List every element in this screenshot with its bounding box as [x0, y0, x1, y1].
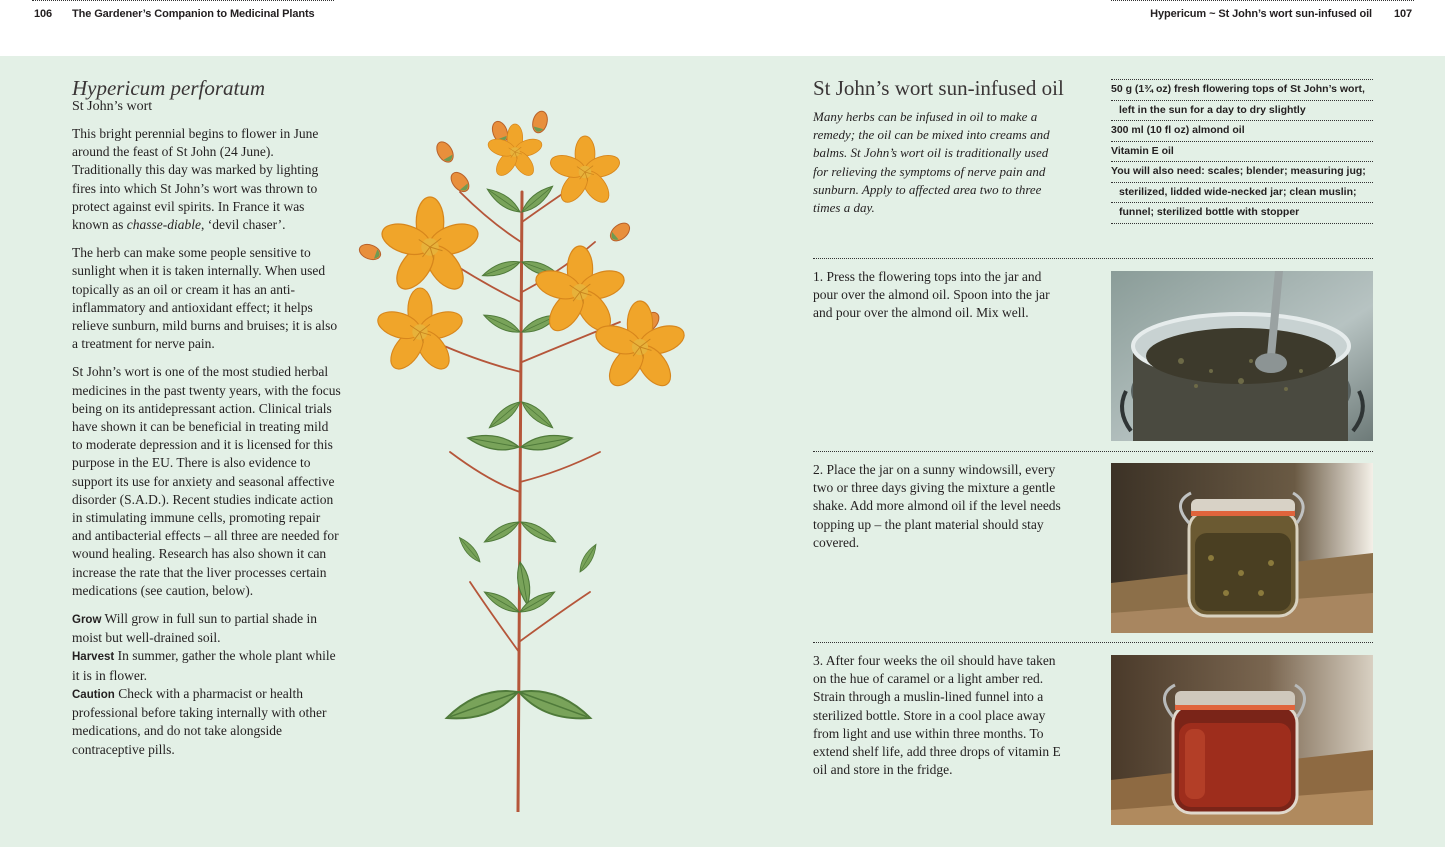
grow-label: Grow: [72, 614, 102, 627]
step-2-photo: [1111, 463, 1373, 633]
left-running-head: [32, 0, 334, 29]
ingredient-line: Vitamin E oil: [1111, 141, 1373, 162]
plant-description: [72, 125, 342, 759]
step-3-text: 3. After four weeks the oil should have taken on the hue of caramel or a light amber red. Strain through a muslin-lined funnel into a sterilized bottle. Store in a cool place away from light and use within three months. To extend shelf life, add three drops of vitamin E oil and store in the fridge.: [813, 653, 1061, 778]
step-divider: [813, 642, 1373, 643]
latin-name: Hypericum perforatum: [72, 76, 266, 100]
step-3-photo: [1111, 655, 1373, 825]
step-2-text: 2. Place the jar on a sunny windowsill, every two or three days giving the mixture a gentle shake. Add more almond oil if the level needs topping up – the plant material should stay covered.: [813, 462, 1061, 550]
right-running-head: [1111, 0, 1414, 29]
ingredient-line: You will also need: scales; blender; measuring jug;: [1111, 161, 1373, 182]
ingredient-line: sterilized, lidded wide-necked jar; clean muslin;: [1111, 182, 1373, 203]
step-divider: [813, 258, 1373, 259]
chapter-title: Hypericum ~ St John’s wort sun-infused oil: [1150, 8, 1372, 20]
ingredient-line: funnel; sterilized bottle with stopper: [1111, 202, 1373, 224]
paragraph-research: St John’s wort is one of the most studied herbal medicines in the past twenty years, with the focus being on its antidepressant action. Clinical trials have shown it can be beneficial in treating mild to moderate depression and it is licensed for this purpose in the EU. There is also evidence to support its use for anxiety and seasonal affective disorder (S.A.D.). Recent studies indicate action in stimulating immune cells, promoting repair and antibacterial effects – all three are needed for wound healing. Research has also shown it can increase the rate that the liver processes certain medications (see caution, below).: [72, 364, 341, 598]
french-name: chasse-diable: [126, 217, 201, 233]
ingredient-line: 300 ml (10 fl oz) almond oil: [1111, 120, 1373, 141]
step-1-photo: [1111, 271, 1373, 441]
ingredient-line: left in the sun for a day to dry slightly: [1111, 100, 1373, 121]
paragraph-sensitivity: The herb can make some people sensitive to sunlight when it is taken internally. When used topically as an oil or cream it has an anti-inflammatory and antioxidant effect; it helps relieve sunburn, mild burns and bruises; it is also a treatment for nerve pain.: [72, 245, 338, 352]
step-1-text: 1. Press the flowering tops into the jar and pour over the almond oil. Spoon into the jar and pour over the almond oil. Mix well.: [813, 269, 1050, 321]
harvest-note: Harvest In summer, gather the whole plant while it is in flower.: [72, 648, 336, 683]
caution-note: Caution Check with a pharmacist or health professional before taking internally with other medications, and do not take alongside contraceptive pills.: [72, 685, 327, 757]
step-divider: [813, 451, 1373, 452]
hypericum-illustration: [350, 92, 705, 812]
ingredient-line: 50 g (1¾ oz) fresh flowering tops of St John’s wort,: [1111, 79, 1373, 100]
harvest-label: Harvest: [72, 651, 115, 664]
grow-note: Grow Will grow in full sun to partial shade in moist but well-drained soil.: [72, 611, 317, 646]
right-page-number: 107: [1393, 8, 1412, 20]
paragraph-history: This bright perennial begins to flower in June around the feast of St John (24 June). Traditionally this day was marked by lighting fires into which St John’s wort was thrown to protect against evil spirits. In France it was known as chasse-diable, ‘devil chaser’.: [72, 126, 319, 233]
book-title: The Gardener’s Companion to Medicinal Plants: [72, 8, 315, 20]
ingredient-list: [1111, 79, 1373, 224]
left-page-number: 106: [34, 8, 53, 20]
recipe-title: St John’s wort sun-infused oil: [813, 76, 1064, 100]
recipe-intro: Many herbs can be infused in oil to make a remedy; the oil can be mixed into creams and balms. St John’s wort oil is traditionally used for relieving the symptoms of nerve pain and sunburn. Apply to affected area two to three times a day.: [813, 109, 1050, 216]
common-name: St John’s wort: [72, 99, 153, 114]
page-header: [0, 0, 1445, 56]
caution-label: Caution: [72, 688, 115, 701]
